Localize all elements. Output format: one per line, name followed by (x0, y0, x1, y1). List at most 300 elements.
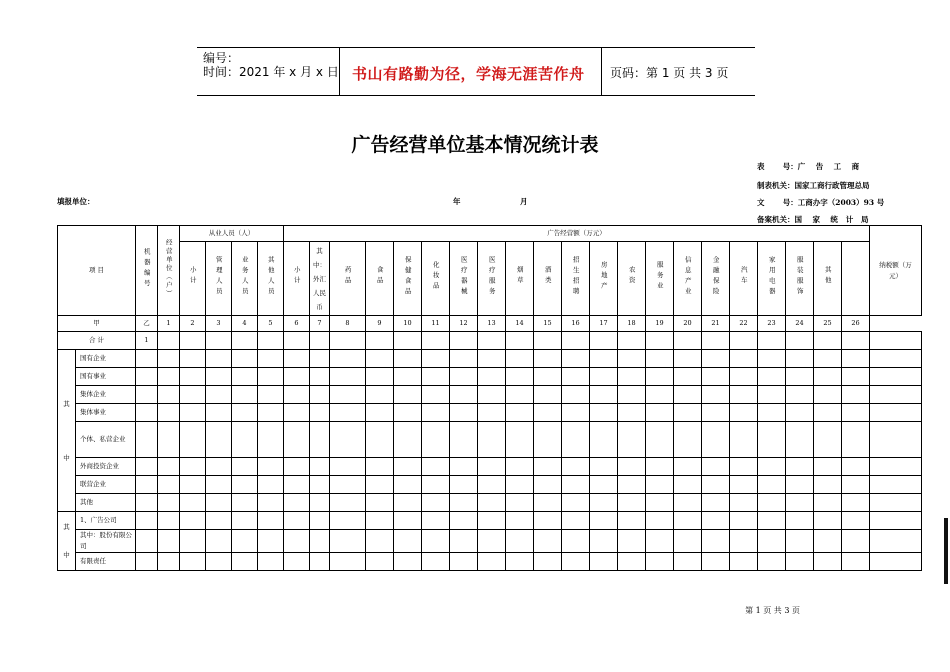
data-cell[interactable] (590, 530, 618, 553)
data-cell[interactable] (394, 368, 422, 386)
data-cell[interactable] (284, 494, 310, 512)
data-cell[interactable] (590, 494, 618, 512)
data-cell[interactable] (366, 350, 394, 368)
data-cell[interactable] (590, 332, 618, 350)
data-cell[interactable] (842, 512, 870, 530)
data-cell[interactable] (422, 404, 450, 422)
data-cell[interactable] (180, 386, 206, 404)
data-cell[interactable] (506, 458, 534, 476)
data-cell[interactable] (786, 350, 814, 368)
data-cell[interactable] (646, 404, 674, 422)
data-cell[interactable] (258, 332, 284, 350)
data-cell[interactable] (646, 512, 674, 530)
data-cell[interactable] (284, 386, 310, 404)
data-cell[interactable] (562, 476, 590, 494)
data-cell[interactable] (842, 368, 870, 386)
data-cell[interactable] (870, 458, 922, 476)
data-cell[interactable] (422, 476, 450, 494)
data-cell[interactable] (232, 422, 258, 458)
data-cell[interactable] (450, 553, 478, 571)
data-cell[interactable] (506, 332, 534, 350)
data-cell[interactable] (534, 350, 562, 368)
data-cell[interactable] (310, 404, 330, 422)
data-cell[interactable] (478, 512, 506, 530)
data-cell[interactable] (702, 386, 730, 404)
data-cell[interactable] (394, 530, 422, 553)
data-cell[interactable] (534, 368, 562, 386)
data-cell[interactable] (180, 476, 206, 494)
data-cell[interactable] (180, 553, 206, 571)
data-cell[interactable] (232, 512, 258, 530)
data-cell[interactable] (562, 530, 590, 553)
data-cell[interactable] (136, 553, 158, 571)
data-cell[interactable] (450, 494, 478, 512)
data-cell[interactable] (158, 553, 180, 571)
data-cell[interactable] (180, 404, 206, 422)
data-cell[interactable] (206, 494, 232, 512)
data-cell[interactable] (758, 553, 786, 571)
data-cell[interactable] (590, 422, 618, 458)
data-cell[interactable] (702, 553, 730, 571)
data-cell[interactable] (674, 386, 702, 404)
data-cell[interactable] (758, 404, 786, 422)
data-cell[interactable] (284, 404, 310, 422)
data-cell[interactable] (310, 458, 330, 476)
data-cell[interactable] (702, 512, 730, 530)
data-cell[interactable] (422, 350, 450, 368)
data-cell[interactable] (534, 494, 562, 512)
data-cell[interactable] (534, 386, 562, 404)
data-cell[interactable] (674, 368, 702, 386)
data-cell[interactable] (730, 476, 758, 494)
data-cell[interactable] (730, 368, 758, 386)
data-cell[interactable] (330, 476, 366, 494)
data-cell[interactable] (702, 494, 730, 512)
data-cell[interactable] (450, 332, 478, 350)
data-cell[interactable] (562, 404, 590, 422)
data-cell[interactable] (180, 368, 206, 386)
data-cell[interactable] (674, 332, 702, 350)
data-cell[interactable] (786, 494, 814, 512)
data-cell[interactable] (158, 368, 180, 386)
data-cell[interactable] (136, 386, 158, 404)
data-cell[interactable] (562, 422, 590, 458)
data-cell[interactable] (258, 404, 284, 422)
data-cell[interactable] (758, 512, 786, 530)
data-cell[interactable] (284, 458, 310, 476)
data-cell[interactable] (814, 332, 842, 350)
data-cell[interactable] (232, 458, 258, 476)
data-cell[interactable] (180, 512, 206, 530)
data-cell[interactable] (232, 553, 258, 571)
data-cell[interactable] (646, 350, 674, 368)
data-cell[interactable] (206, 422, 232, 458)
data-cell[interactable] (330, 368, 366, 386)
data-cell[interactable] (136, 422, 158, 458)
data-cell[interactable] (758, 530, 786, 553)
data-cell[interactable] (394, 350, 422, 368)
data-cell[interactable] (284, 332, 310, 350)
data-cell[interactable] (394, 476, 422, 494)
data-cell[interactable] (450, 386, 478, 404)
data-cell[interactable] (646, 476, 674, 494)
data-cell[interactable] (450, 512, 478, 530)
data-cell[interactable] (330, 494, 366, 512)
data-cell[interactable] (562, 386, 590, 404)
data-cell[interactable] (330, 404, 366, 422)
data-cell[interactable] (450, 404, 478, 422)
data-cell[interactable] (590, 476, 618, 494)
data-cell[interactable] (814, 512, 842, 530)
data-cell[interactable] (590, 553, 618, 571)
data-cell[interactable] (422, 530, 450, 553)
data-cell[interactable] (232, 332, 258, 350)
data-cell[interactable] (870, 332, 922, 350)
data-cell[interactable] (786, 386, 814, 404)
data-cell[interactable] (158, 494, 180, 512)
data-cell[interactable] (506, 512, 534, 530)
data-cell[interactable] (758, 494, 786, 512)
data-cell[interactable] (618, 530, 646, 553)
data-cell[interactable] (394, 332, 422, 350)
data-cell[interactable] (870, 422, 922, 458)
data-cell[interactable] (618, 404, 646, 422)
data-cell[interactable] (786, 368, 814, 386)
data-cell[interactable] (206, 512, 232, 530)
data-cell[interactable] (674, 422, 702, 458)
data-cell[interactable] (842, 404, 870, 422)
data-cell[interactable] (506, 350, 534, 368)
data-cell[interactable] (394, 553, 422, 571)
data-cell[interactable] (646, 530, 674, 553)
data-cell[interactable] (180, 530, 206, 553)
data-cell[interactable] (730, 530, 758, 553)
data-cell[interactable] (786, 332, 814, 350)
data-cell[interactable] (674, 404, 702, 422)
data-cell[interactable] (158, 530, 180, 553)
data-cell[interactable] (870, 386, 922, 404)
data-cell[interactable] (618, 350, 646, 368)
data-cell[interactable] (422, 368, 450, 386)
data-cell[interactable] (394, 386, 422, 404)
data-cell[interactable] (562, 458, 590, 476)
data-cell[interactable] (758, 476, 786, 494)
data-cell[interactable] (232, 350, 258, 368)
data-cell[interactable] (258, 350, 284, 368)
data-cell[interactable] (674, 350, 702, 368)
data-cell[interactable] (366, 458, 394, 476)
data-cell[interactable] (870, 494, 922, 512)
data-cell[interactable] (590, 458, 618, 476)
data-cell[interactable] (786, 530, 814, 553)
data-cell[interactable] (478, 476, 506, 494)
data-cell[interactable] (330, 553, 366, 571)
data-cell[interactable] (158, 512, 180, 530)
data-cell[interactable] (730, 404, 758, 422)
data-cell[interactable] (136, 494, 158, 512)
data-cell[interactable] (814, 350, 842, 368)
data-cell[interactable] (758, 350, 786, 368)
data-cell[interactable] (758, 332, 786, 350)
data-cell[interactable] (158, 422, 180, 458)
data-cell[interactable] (366, 332, 394, 350)
data-cell[interactable] (506, 476, 534, 494)
data-cell[interactable] (422, 494, 450, 512)
data-cell[interactable] (232, 404, 258, 422)
data-cell[interactable] (506, 404, 534, 422)
data-cell[interactable] (136, 530, 158, 553)
data-cell[interactable] (618, 512, 646, 530)
data-cell[interactable] (180, 422, 206, 458)
data-cell[interactable] (842, 422, 870, 458)
data-cell[interactable] (284, 512, 310, 530)
data-cell[interactable] (870, 368, 922, 386)
data-cell[interactable] (310, 332, 330, 350)
data-cell[interactable] (366, 530, 394, 553)
data-cell[interactable] (618, 368, 646, 386)
data-cell[interactable] (422, 422, 450, 458)
data-cell[interactable] (310, 494, 330, 512)
data-cell[interactable] (758, 422, 786, 458)
data-cell[interactable] (646, 553, 674, 571)
data-cell[interactable] (422, 386, 450, 404)
data-cell[interactable] (786, 476, 814, 494)
data-cell[interactable] (590, 350, 618, 368)
data-cell[interactable] (330, 332, 366, 350)
data-cell[interactable] (330, 458, 366, 476)
data-cell[interactable] (450, 458, 478, 476)
data-cell[interactable] (506, 386, 534, 404)
data-cell[interactable] (702, 476, 730, 494)
data-cell[interactable] (814, 404, 842, 422)
data-cell[interactable] (136, 350, 158, 368)
data-cell[interactable] (180, 332, 206, 350)
data-cell[interactable] (618, 422, 646, 458)
data-cell[interactable] (284, 350, 310, 368)
data-cell[interactable] (702, 458, 730, 476)
data-cell[interactable] (646, 386, 674, 404)
data-cell[interactable] (842, 476, 870, 494)
data-cell[interactable] (534, 530, 562, 553)
data-cell[interactable] (284, 553, 310, 571)
data-cell[interactable] (180, 458, 206, 476)
data-cell[interactable] (206, 404, 232, 422)
data-cell[interactable] (534, 332, 562, 350)
data-cell[interactable] (646, 458, 674, 476)
data-cell[interactable] (366, 422, 394, 458)
data-cell[interactable] (158, 386, 180, 404)
data-cell[interactable] (330, 530, 366, 553)
data-cell[interactable] (786, 512, 814, 530)
data-cell[interactable] (478, 530, 506, 553)
data-cell[interactable] (366, 476, 394, 494)
data-cell[interactable] (730, 422, 758, 458)
data-cell[interactable] (758, 368, 786, 386)
data-cell[interactable] (232, 368, 258, 386)
data-cell[interactable] (506, 368, 534, 386)
data-cell[interactable] (730, 350, 758, 368)
data-cell[interactable] (646, 368, 674, 386)
data-cell[interactable] (674, 530, 702, 553)
data-cell[interactable] (870, 404, 922, 422)
data-cell[interactable] (206, 386, 232, 404)
data-cell[interactable] (842, 350, 870, 368)
data-cell[interactable] (450, 422, 478, 458)
data-cell[interactable] (758, 458, 786, 476)
data-cell[interactable] (478, 422, 506, 458)
data-cell[interactable] (330, 422, 366, 458)
data-cell[interactable] (478, 404, 506, 422)
data-cell[interactable] (478, 553, 506, 571)
data-cell[interactable] (590, 386, 618, 404)
data-cell[interactable] (674, 553, 702, 571)
data-cell[interactable] (206, 332, 232, 350)
data-cell[interactable] (258, 422, 284, 458)
scrollbar-thumb[interactable] (944, 518, 948, 584)
data-cell[interactable] (506, 494, 534, 512)
data-cell[interactable] (450, 530, 478, 553)
data-cell[interactable] (730, 332, 758, 350)
data-cell[interactable] (842, 530, 870, 553)
data-cell[interactable] (310, 553, 330, 571)
data-cell[interactable] (478, 368, 506, 386)
data-cell[interactable] (136, 404, 158, 422)
data-cell[interactable] (232, 386, 258, 404)
data-cell[interactable] (258, 512, 284, 530)
data-cell[interactable] (180, 350, 206, 368)
data-cell[interactable] (814, 458, 842, 476)
data-cell[interactable] (814, 476, 842, 494)
data-cell[interactable] (310, 386, 330, 404)
data-cell[interactable] (330, 350, 366, 368)
data-cell[interactable] (310, 512, 330, 530)
data-cell[interactable] (258, 494, 284, 512)
data-cell[interactable] (534, 458, 562, 476)
data-cell[interactable] (478, 386, 506, 404)
data-cell[interactable] (702, 404, 730, 422)
data-cell[interactable] (206, 553, 232, 571)
data-cell[interactable] (310, 530, 330, 553)
data-cell[interactable] (842, 553, 870, 571)
data-cell[interactable] (702, 530, 730, 553)
data-cell[interactable] (730, 553, 758, 571)
data-cell[interactable] (814, 368, 842, 386)
data-cell[interactable] (330, 386, 366, 404)
data-cell[interactable] (158, 404, 180, 422)
data-cell[interactable] (730, 458, 758, 476)
data-cell[interactable] (478, 458, 506, 476)
data-cell[interactable] (422, 332, 450, 350)
data-cell[interactable] (702, 422, 730, 458)
data-cell[interactable] (870, 350, 922, 368)
data-cell[interactable] (674, 476, 702, 494)
data-cell[interactable] (786, 422, 814, 458)
data-cell[interactable] (814, 422, 842, 458)
data-cell[interactable] (310, 476, 330, 494)
data-cell[interactable] (366, 494, 394, 512)
data-cell[interactable] (618, 458, 646, 476)
data-cell[interactable] (206, 458, 232, 476)
data-cell[interactable] (258, 368, 284, 386)
data-cell[interactable] (258, 553, 284, 571)
data-cell[interactable] (366, 512, 394, 530)
data-cell[interactable] (786, 404, 814, 422)
data-cell[interactable] (590, 512, 618, 530)
data-cell[interactable] (562, 553, 590, 571)
data-cell[interactable] (158, 332, 180, 350)
data-cell[interactable] (136, 476, 158, 494)
data-cell[interactable] (702, 332, 730, 350)
data-cell[interactable] (786, 553, 814, 571)
data-cell[interactable] (842, 494, 870, 512)
data-cell[interactable] (310, 368, 330, 386)
data-cell[interactable] (310, 350, 330, 368)
data-cell[interactable] (158, 350, 180, 368)
data-cell[interactable] (158, 476, 180, 494)
data-cell[interactable] (422, 553, 450, 571)
data-cell[interactable] (394, 512, 422, 530)
data-cell[interactable] (284, 476, 310, 494)
data-cell[interactable] (206, 368, 232, 386)
data-cell[interactable] (478, 332, 506, 350)
data-cell[interactable] (786, 458, 814, 476)
data-cell[interactable] (618, 553, 646, 571)
data-cell[interactable] (284, 422, 310, 458)
data-cell[interactable] (702, 368, 730, 386)
data-cell[interactable] (180, 494, 206, 512)
data-cell[interactable] (232, 530, 258, 553)
data-cell[interactable] (870, 512, 922, 530)
data-cell[interactable] (136, 368, 158, 386)
data-cell[interactable] (258, 386, 284, 404)
data-cell[interactable] (136, 458, 158, 476)
data-cell[interactable] (562, 350, 590, 368)
data-cell[interactable] (730, 512, 758, 530)
data-cell[interactable] (506, 422, 534, 458)
data-cell[interactable] (618, 476, 646, 494)
data-cell[interactable] (284, 530, 310, 553)
data-cell[interactable] (478, 494, 506, 512)
data-cell[interactable] (506, 530, 534, 553)
data-cell[interactable] (870, 553, 922, 571)
data-cell[interactable] (534, 422, 562, 458)
data-cell[interactable] (366, 368, 394, 386)
data-cell[interactable] (674, 494, 702, 512)
data-cell[interactable] (590, 368, 618, 386)
data-cell[interactable] (258, 476, 284, 494)
data-cell[interactable] (136, 512, 158, 530)
data-cell[interactable] (394, 422, 422, 458)
data-cell[interactable] (258, 458, 284, 476)
data-cell[interactable] (618, 386, 646, 404)
data-cell[interactable] (422, 458, 450, 476)
data-cell[interactable] (366, 553, 394, 571)
data-cell[interactable] (814, 553, 842, 571)
data-cell[interactable] (366, 386, 394, 404)
data-cell[interactable] (674, 458, 702, 476)
data-cell[interactable] (206, 476, 232, 494)
data-cell[interactable] (674, 512, 702, 530)
data-cell[interactable] (702, 350, 730, 368)
data-cell[interactable] (450, 368, 478, 386)
data-cell[interactable] (310, 422, 330, 458)
data-cell[interactable] (394, 404, 422, 422)
data-cell[interactable] (534, 512, 562, 530)
data-cell[interactable] (534, 553, 562, 571)
data-cell[interactable] (366, 404, 394, 422)
data-cell[interactable] (206, 350, 232, 368)
data-cell[interactable] (506, 553, 534, 571)
